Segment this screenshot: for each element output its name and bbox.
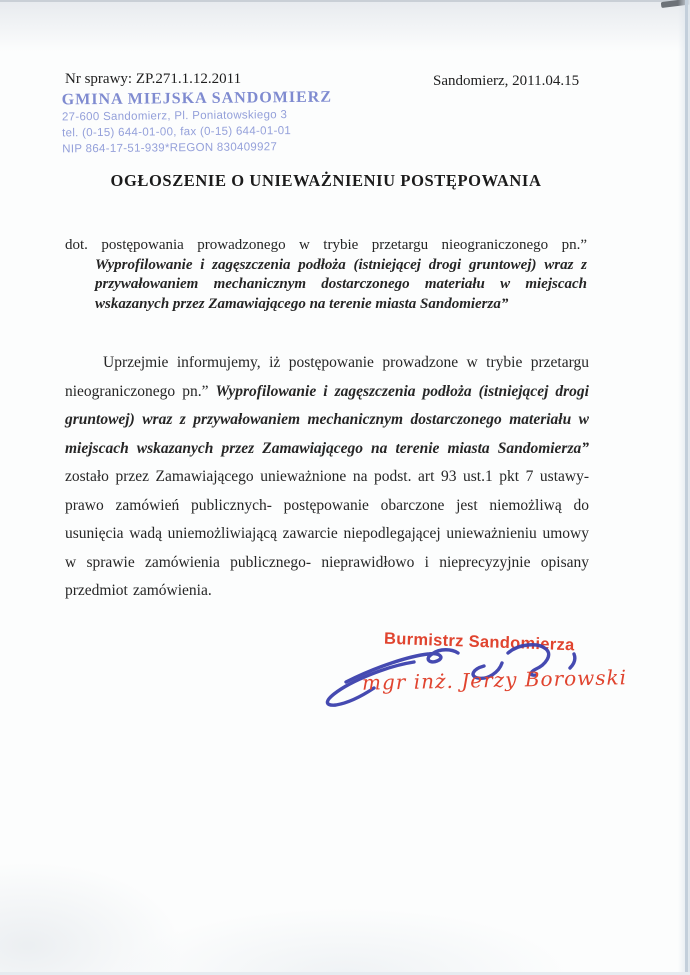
body-lead-in: Uprzejmie informujemy, iż postępowanie prowadzone w trybie przetargu nieograniczonego pn.”: [65, 354, 589, 400]
case-number: Nr sprawy: ZP.271.1.12.2011: [65, 71, 242, 87]
office-stamp-address: 27-600 Sandomierz, Pl. Poniatowskiego 3: [61, 109, 288, 124]
signer-name-stamp: mgr inż. Jerzy Borowski: [361, 665, 628, 695]
body-quoted-title: Wyprofilowanie i zagęszczenia podłoża (istniejącej drogi gruntowej) wraz z przywałowaniem mechanicznym dostarczonego materiału w miejscach wskazanych przez Zamawiającego na terenie miasta Sandomierza”: [65, 382, 589, 457]
document-title: OGŁOSZENIE O UNIEWAŻNIENIU POSTĘPOWANIA: [110, 171, 542, 190]
subject-quoted-title: Wyprofilowanie i zagęszczenia podłoża (istniejącej drogi gruntowej) wraz z przywałowaniem mechanicznym dostarczonego materiału w miejscach wskazanych przez Zamawiającego na terenie miasta Sandomierza”: [95, 256, 587, 312]
scan-top-edge: [0, 0, 690, 2]
subject-prefix: dot. postępowania prowadzonego w trybie przetargu nieograniczonego pn.”: [65, 237, 587, 253]
office-stamp-name: GMINA MIEJSKA SANDOMIERZ: [61, 88, 333, 109]
office-stamp-phone: tel. (0-15) 644-01-00, fax (0-15) 644-01-01: [62, 125, 292, 140]
signature-block: [318, 628, 628, 718]
body-conclusion: zostało przez Zamawiającego unieważnione na podst. art 93 ust.1 pkt 7 ustawy- prawo zamówień publicznych- postępowanie obarczone jest niemożliwą do usunięcia wadą uniemożliwiającą zawarcie niepodlegającej unieważnieniu umowy w sprawie zamówienia publicznego- nieprawidłowo i nieprecyzyjnie opisany przedmiot zamówienia.: [65, 468, 589, 599]
body-paragraph: [65, 349, 589, 606]
mayor-title-stamp: Burmistrz Sandomierza: [383, 629, 575, 655]
office-stamp: [62, 89, 333, 158]
scan-right-edge-line: [685, 0, 688, 975]
dateline: Sandomierz, 2011.04.15: [433, 73, 580, 89]
office-stamp-tax-ids: NIP 864-17-51-939*REGON 830409927: [62, 141, 278, 156]
scan-right-shadow: [678, 0, 690, 975]
subject-paragraph: [65, 236, 587, 314]
